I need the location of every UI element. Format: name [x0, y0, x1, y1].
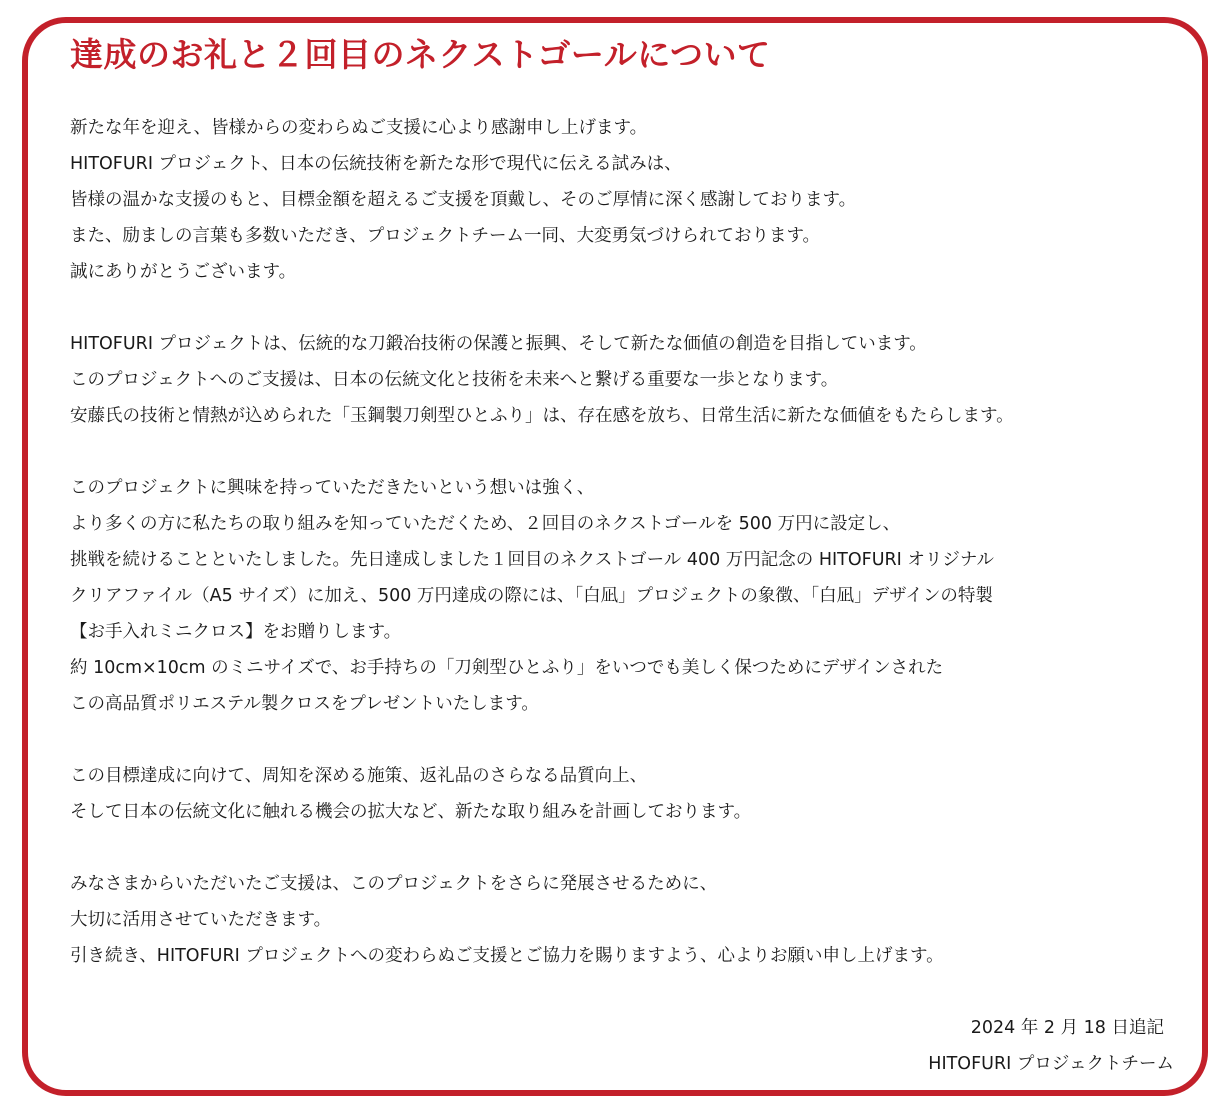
- text-line: 誠にありがとうございます。: [70, 262, 297, 282]
- text-line: 安藤氏の技術と情熱が込められた「玉鋼製刀剣型ひとふり」は、存在感を放ち、日常生活に新たな価値をもたらします。: [70, 406, 1014, 426]
- text-line: そして日本の伝統文化に触れる機会の拡大など、新たな取り組みを計画しております。: [70, 802, 752, 822]
- notice-body: [70, 110, 1180, 1010]
- text-line: 引き続き、HITOFURI プロジェクトへの変わらぬご支援とご協力を賜りますよう、心よりお願い申し上げます。: [70, 946, 944, 966]
- paragraph-closing: [70, 866, 1180, 974]
- text-line: このプロジェクトへのご支援は、日本の伝統文化と技術を未来へと繋げる重要な一歩となります。: [70, 370, 839, 390]
- text-line: この目標達成に向けて、周知を深める施策、返礼品のさらなる品質向上、: [70, 766, 648, 786]
- text-line: HITOFURI プロジェクトは、伝統的な刀鍛冶技術の保護と振興、そして新たな価値の創造を目指しています。: [70, 334, 927, 354]
- paragraph-initiatives: [70, 758, 1180, 830]
- text-line: より多くの方に私たちの取り組みを知っていただくため、２回目のネクストゴールを 500 万円に設定し、: [70, 514, 901, 534]
- text-line: このプロジェクトに興味を持っていただきたいという想いは強く、: [70, 478, 595, 498]
- text-line: 挑戦を続けることといたしました。先日達成しました１回目のネクストゴール 400 万円記念の HITOFURI オリジナル: [70, 550, 995, 570]
- paragraph-gratitude: [70, 110, 1180, 290]
- text-line: 大切に活用させていただきます。: [70, 910, 332, 930]
- paragraph-next-goal: [70, 470, 1180, 722]
- text-line: みなさまからいただいたご支援は、このプロジェクトをさらに発展させるために、: [70, 874, 718, 894]
- text-line: 【お手入れミニクロス】をお贈りします。: [70, 622, 402, 642]
- text-line: 約 10cm×10cm のミニサイズで、お手持ちの「刀剣型ひとふり」をいつでも美しく保つためにデザインされた: [70, 658, 944, 678]
- text-line: 皆様の温かな支援のもと、目標金額を超えるご支援を頂戴し、そのご厚情に深く感謝しております。: [70, 190, 857, 210]
- signature-block: [928, 1010, 1174, 1082]
- text-line: 新たな年を迎え、皆様からの変わらぬご支援に心より感謝申し上げます。: [70, 118, 648, 138]
- text-line: クリアファイル（A5 サイズ）に加え、500 万円達成の際には、「白凪」プロジェクトの象徴、「白凪」デザインの特製: [70, 586, 993, 606]
- text-line: この高品質ポリエステル製クロスをプレゼントいたします。: [70, 694, 539, 714]
- page-title: 達成のお礼と２回目のネクストゴールについて: [70, 35, 771, 74]
- paragraph-project-aim: [70, 326, 1180, 434]
- text-line: HITOFURI プロジェクト、日本の伝統技術を新たな形で現代に伝える試みは、: [70, 154, 682, 174]
- signature-date: 2024 年 2 月 18 日追記: [970, 1018, 1164, 1038]
- text-line: また、励ましの言葉も多数いただき、プロジェクトチーム一同、大変勇気づけられております。: [70, 226, 821, 246]
- signature-team: HITOFURI プロジェクトチーム: [928, 1054, 1174, 1074]
